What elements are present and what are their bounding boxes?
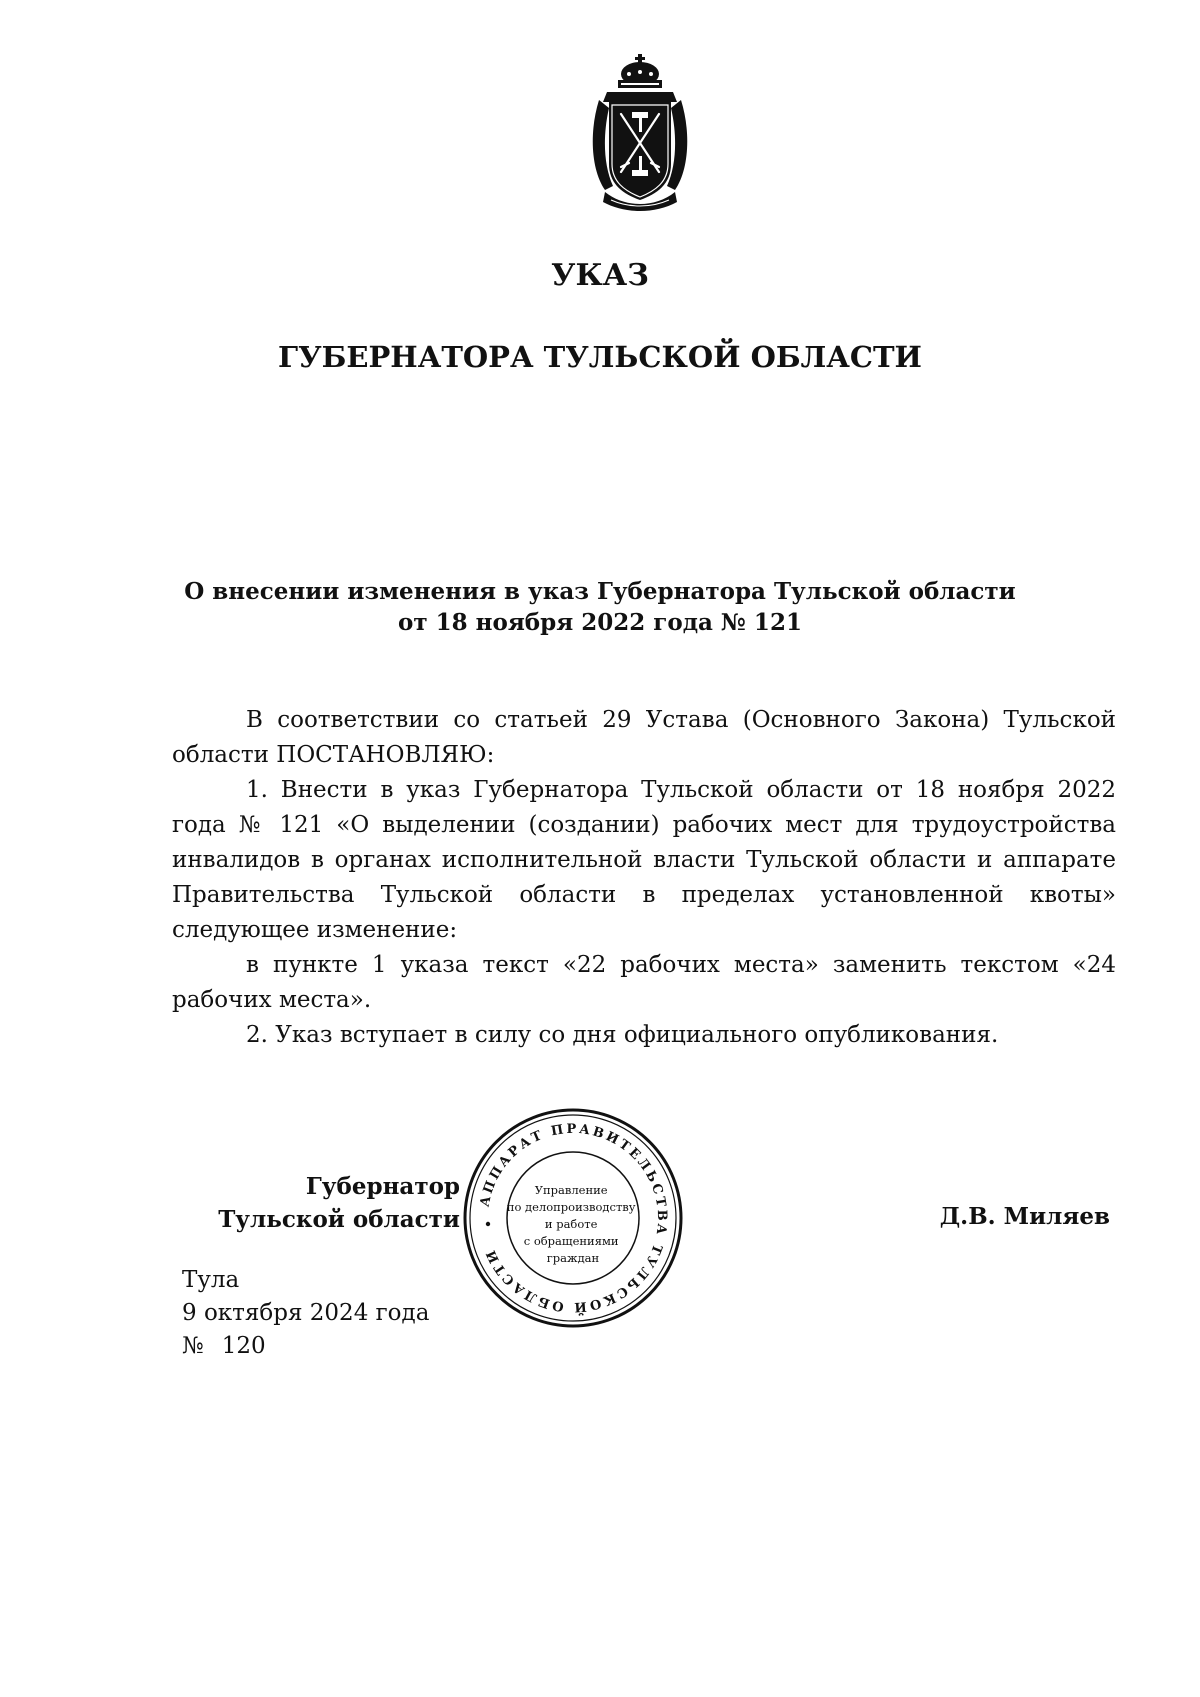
decree-subject-line: от 18 ноября 2022 года № 121: [398, 609, 802, 636]
official-seal: [462, 1107, 684, 1329]
body-paragraph: 2. Указ вступает в силу со дня официального опубликования.: [246, 1022, 999, 1048]
issue-number-row: [182, 1330, 429, 1363]
decree-subject: [160, 576, 1040, 638]
svg-text:АППАРАТ ПРАВИТЕЛЬСТВА ТУЛЬСКОЙ: АППАРАТ ПРАВИТЕЛЬСТВА ТУЛЬСКОЙ ОБЛАСТИ: [477, 1121, 670, 1315]
signer-position-line: Губернатор: [305, 1173, 460, 1200]
decree-subject-line: О внесении изменения в указ Губернатора Тульской области: [184, 578, 1016, 605]
tula-region-coat-of-arms-icon: [585, 52, 695, 212]
signer-name: Д.В. Миляев: [939, 1203, 1110, 1230]
issue-info: [182, 1264, 429, 1363]
signer-position-line: Тульской области: [218, 1206, 460, 1233]
body-paragraph: В соответствии со статьей 29 Устава (Основного Закона) Тульской области ПОСТАНОВЛЯЮ:: [172, 707, 1116, 768]
svg-text:Управление по делопроизв: Управление по делопроизводству и работе с обращениями граждан: [506, 1183, 636, 1265]
issue-date: 9 октября 2024 года: [182, 1300, 430, 1326]
issue-city: Тула: [182, 1267, 240, 1293]
issue-number-label: №: [182, 1333, 204, 1359]
decree-authority: ГУБЕРНАТОРА ТУЛЬСКОЙ ОБЛАСТИ: [278, 340, 922, 374]
body-paragraph: в пункте 1 указа текст «22 рабочих места» заменить текстом «24 рабочих места».: [172, 952, 1116, 1013]
decree-body: [172, 703, 1116, 1053]
decree-title: УКАЗ: [551, 258, 649, 293]
body-paragraph: 1. Внести в указ Губернатора Тульской области от 18 ноября 2022 года № 121 «О выделении (создании) рабочих мест для трудоустройства инвалидов в органах исполнительной власти Тульской области и аппарате Правительства Тульской области в пределах установленной квоты» следующее изменение:: [172, 777, 1116, 943]
signer-position: [150, 1170, 460, 1236]
issue-number: 120: [221, 1333, 266, 1359]
